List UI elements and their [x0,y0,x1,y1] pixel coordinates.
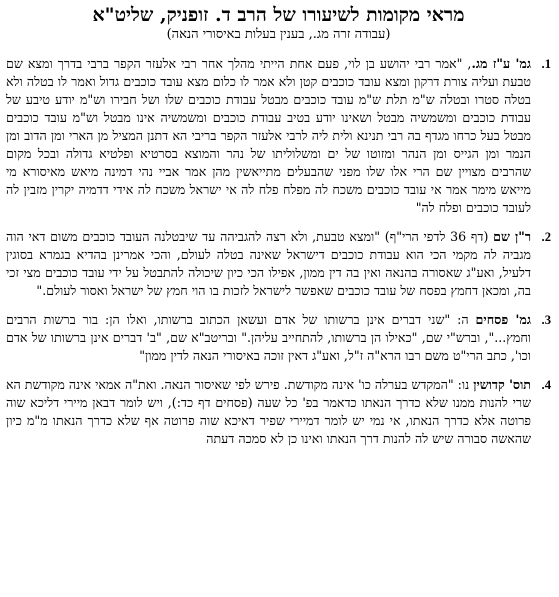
source-reference: ר"ן שם [493,229,531,244]
source-number: 1. [541,57,551,71]
source-text: נו: "המקדש בערלה כו' אינה מקודשת. פירש לפי שאיסור הנאה. ואת"ה אמאי אינה מקודשת הא שרי להנות ממנו שלא כדרך הנאתו כדאמר בפ' כל שעה (פסחים דף כד:), ויש לומר דבאן מיירי דליכא שוה פרוטה אלא כדרך הנאתו, אי נמי יש לומר דמיירי שפיר דאיכא שוה פרוטה אף שלא כדרך הנאתו מ"מ כיון שהאשה סבורה שיש לה להנות דרך הנאתו ואינו כן לא סמכה דעתה [6,377,531,446]
source-text: ה: "שני דברים אינן ברשותו של אדם ועשאן הכתוב ברשותו, ואלו הן: בור ברשות הרבים וחמץ...", וברש"י שם, "כאילו הן ברשותו, להתחייב עליהן." ובריטב"א שם, "ב' דברים אינן ברשותו של אדם וכו', כתב הרי"ט משם רבו הרא"ה ז"ל, ואע"ג דאין זוכה באיסורי הנאה לדין ממון" [6,312,531,363]
source-text: , "אמר רבי יהושע בן לוי, פעם אחת הייתי מהלך אחר רבי אלעזר הקפר ברבי בדרך ומצא שם טבעת ועליה צורת דרקון ומצא עובד כוכבים קטן ולא אמר לו כלום מצא עובד כוכבים גדול ואמר לו בטלה ולא בטלה סטרו ובטלה ש"מ תלת ש"מ עובד כוכבים מבטל עבודת כוכבים שלו ושל חבירו וש"מ יודע טיבע של עבודת כוכבים ומשמשיה מבטל ושאינו יודע בטיב עבודת כוכבים ומשמשיה אינו מבטל וש"מ עובד כוכבים מבטל בעל כרחו מגדף בה רבי תנינא ולית ליה לרבי אלעזר הקפר בריבי הא דתנן המציל מן הארי ומן הדוב ומן הנמר ומן הגייס ומן הנהר ומזוטו של ים ומשלוליתו של נהר והמוצא בסרטיא ופלטיא גדולה ובכל מקום שהרבים מצויין שם הרי אלו שלו מפני שהבעלים מתייאשין מהן אמר אביי נהי דמינה מיאש מאיסורא מי מייאש מימר אמר אי עובד כוכבים משכח לה מפלח פלח לה אי ישראל משכח לה אידי דדמיה יקרין מזבין לה לעובד כוכבים ופלח לה" [6,56,531,215]
page-title: מראי מקומות לשיעורו של הרב ד. זופניק, שליט"א [92,4,465,26]
source-reference: גמ' ע"ז מג. [471,56,532,71]
source-item [6,376,551,448]
source-number: 4. [541,378,551,392]
source-item [6,55,551,217]
source-item [6,311,551,365]
source-reference: גמ' פסחים [475,312,531,327]
source-number: 2. [541,230,551,244]
source-item [6,228,551,300]
source-text: (דף 36 לדפי הרי"ף) "ומצא טבעת, ולא רצה להגביהה עד שיבטלנה העובד כוכבים משום דאי הוה מגביה לה מקמי הכי הוא עבודת כוכבים דישראל שאינה בטלה לעולם, והכי אמרינן בהדיא בגמרא בסוגין דלעיל, ואע"ג שאסורה בהנאה ואין בה דין ממון, אפילו הכי כיון שיכולה להתבטל על ידי עובד כוכבים מצי זכי בה, ומכאן דחמץ בפסח של עובד כוכבים שאפשר לישראל לזכות בו הוי חמץ של ישראל ואסור לעולם." [6,229,531,298]
source-list [6,55,551,448]
source-number: 3. [541,313,551,327]
page-subtitle: (עבודה זרה מג., בענין בעלות באיסורי הנאה) [166,27,391,42]
source-reference: תוס' קדושין [473,377,531,392]
